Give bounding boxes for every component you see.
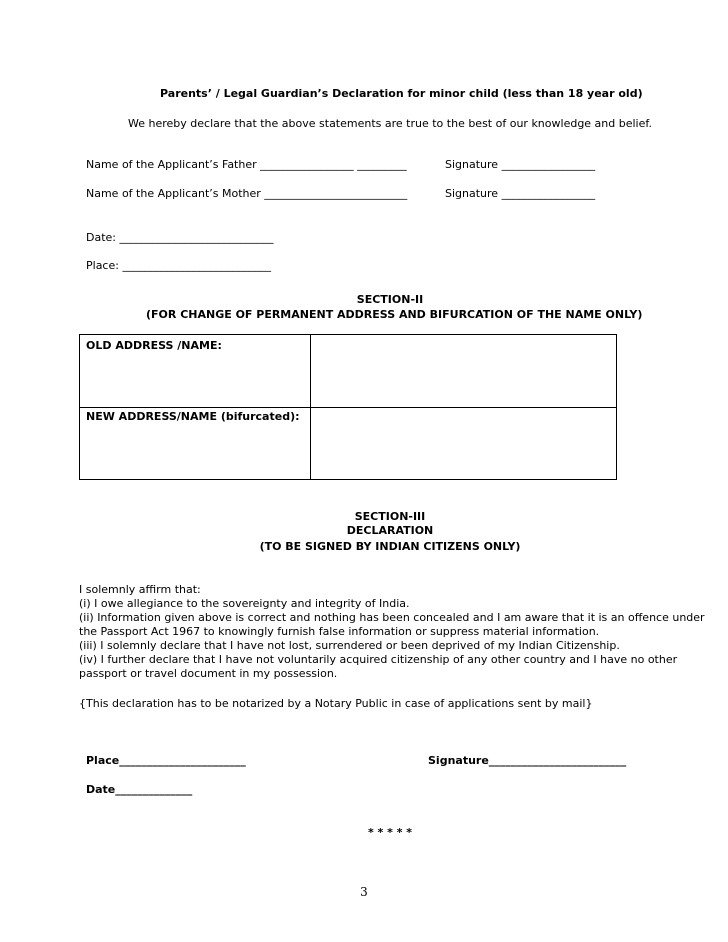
section-three-note: (TO BE SIGNED BY INDIAN CITIZENS ONLY) [259, 540, 521, 553]
new-address-label-cell [80, 408, 311, 479]
page-number: 3 [360, 885, 368, 899]
affirm-intro: I solemnly affirm that: [79, 583, 201, 596]
end-stars: * * * * * [367, 826, 413, 839]
declaration-item: passport or travel document in my possession. [79, 667, 338, 680]
guardian-place-field[interactable]: Place: ___________________________ [86, 259, 271, 272]
notary-note: {This declaration has to be notarized by a Notary Public in case of applications sent by mail} [79, 697, 593, 710]
declaration-item: the Passport Act 1967 to knowingly furnish false information or suppress material information. [79, 625, 600, 638]
section-two-heading: SECTION-II [356, 293, 424, 306]
new-address-label: NEW ADDRESS/NAME (bifurcated): [86, 410, 300, 423]
mother-name-field[interactable]: Name of the Applicant’s Mother __________________________ [86, 187, 408, 200]
address-change-table [79, 334, 617, 480]
section-two-subheading: (FOR CHANGE OF PERMANENT ADDRESS AND BIFURCATION OF THE NAME ONLY) [146, 308, 643, 321]
guardian-declaration-title: Parents’ / Legal Guardian’s Declaration for minor child (less than 18 year old) [160, 87, 643, 100]
declaration-item: (i) I owe allegiance to the sovereignty and integrity of India. [79, 597, 410, 610]
old-address-value-cell[interactable] [311, 335, 616, 408]
section-three-subheading: DECLARATION [346, 524, 434, 537]
mother-signature-field[interactable]: Signature _________________ [445, 187, 596, 200]
declaration-item: (iii) I solemnly declare that I have not lost, surrendered or been deprived of my Indian Citizenship. [79, 639, 620, 652]
new-address-value-cell[interactable] [311, 408, 616, 479]
father-signature-field[interactable]: Signature _________________ [445, 158, 596, 171]
father-name-field[interactable]: Name of the Applicant’s Father _________________ _________ [86, 158, 407, 171]
section-three-heading: SECTION-III [354, 510, 426, 523]
declaration-signature-field[interactable]: Signature_________________________ [428, 754, 627, 767]
declaration-date-field[interactable]: Date______________ [86, 783, 193, 796]
guardian-date-field[interactable]: Date: ____________________________ [86, 231, 274, 244]
declaration-item: (ii) Information given above is correct and nothing has been concealed and I am aware that it is an offence under [79, 611, 705, 624]
old-address-label-cell [80, 335, 311, 408]
declaration-place-field[interactable]: Place_______________________ [86, 754, 246, 767]
declaration-item: (iv) I further declare that I have not voluntarily acquired citizenship of any other country and I have no other [79, 653, 678, 666]
guardian-statement: We hereby declare that the above statements are true to the best of our knowledge and belief. [128, 117, 652, 130]
old-address-label: OLD ADDRESS /NAME: [86, 339, 222, 352]
